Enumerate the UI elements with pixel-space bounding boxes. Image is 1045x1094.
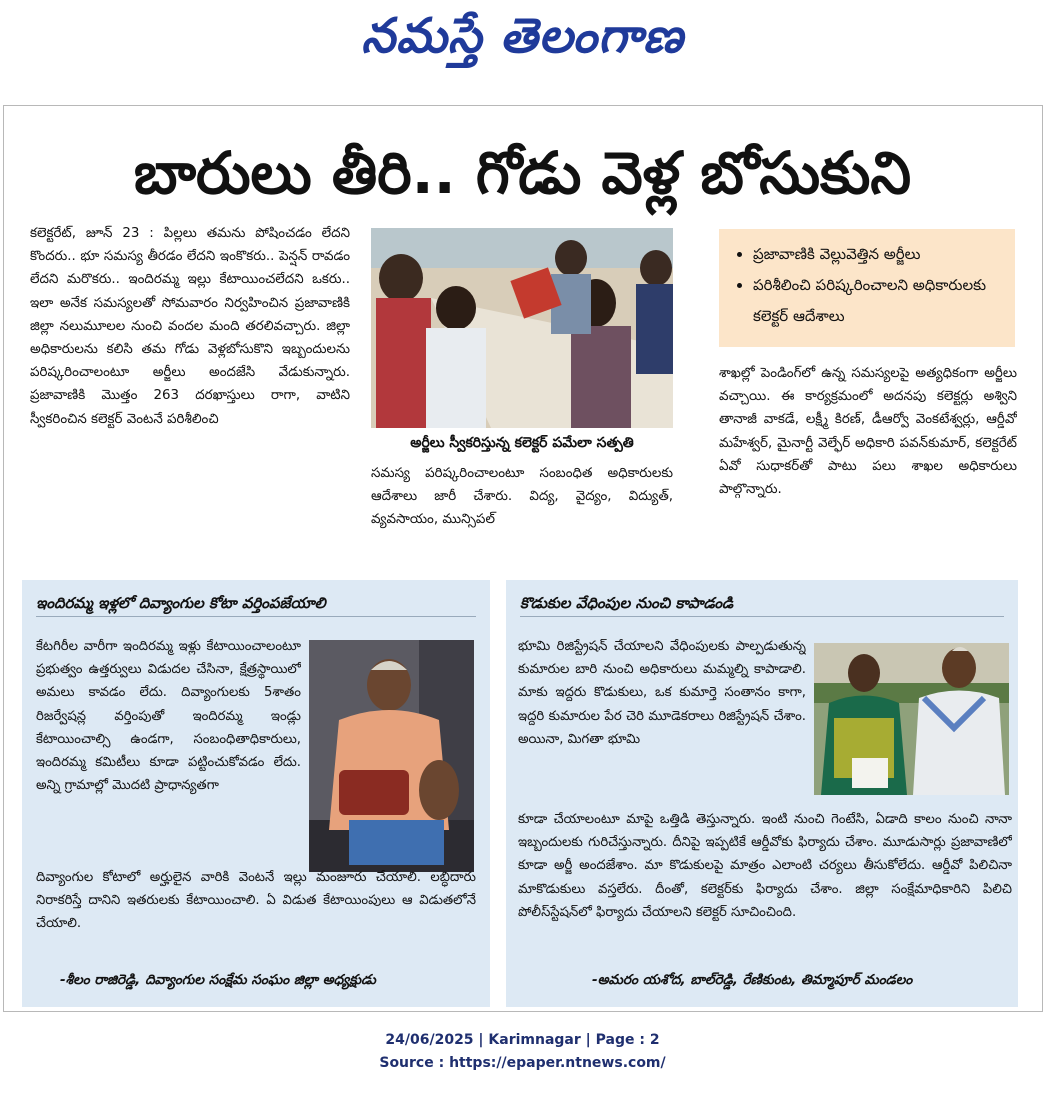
highlight-item: • పరిశీలించి పరిష్కరించాలని అధికారులకు కలెక్టర్ ఆదేశాలు [753, 270, 1005, 332]
box-right-title: కొడుకుల వేధింపుల నుంచి కాపాడండి [520, 594, 734, 612]
box-right-photo [814, 643, 1009, 795]
lead-column-left [30, 222, 350, 552]
box-right-text-full: కూడా చేయాలంటూ మాపై ఒత్తిడి తెస్తున్నారు. ఇంటి నుంచి గెంటేసి, ఏడాది కాలం నుంచి నానా ఇబ్బందులకు గురిచేస్తున్నారు. దీనిపై ఇప్పటికే ఆర్డీవోకు ఫిర్యాదు చేశాం. మూడుసార్లు ప్రజావాణిలో కూడా అర్జీ అందజేశాం. మా కొడుకులపై మాత్రం ఎలాంటి చర్యలు తీసుకోలేదు. ఆర్డీవో పిలిచినా మాకొడుకులు వస్తలేరు. దీంతో, కలెక్టర్‌కు ఫిర్యాదు చేశాం. జిల్లా సంక్షేమాధికారిని పిలిచి పోలీస్‌స్టేషన్‌లో ఫిర్యాదు చేయాలని కలెక్టర్ సూచించింది. [518, 812, 1012, 920]
box-right-signature: -అమరం యశోద, బాల్‌రెడ్డి, రేణికుంట, తిమ్మాపూర్ మండలం [592, 972, 913, 988]
masthead [0, 0, 1045, 80]
headline: బారులు తీరి.. గోడు వెళ్ల బోసుకుని [133, 139, 912, 207]
highlights-box [719, 229, 1015, 347]
divider [520, 616, 1004, 617]
middle-paragraph: సమస్య పరిష్కరించాలంటూ సంబంధిత అధికారులకు ఆదేశాలు జారీ చేశారు. విద్య, వైద్యం, విద్యుత్, వ్యవసాయం, మున్సిపల్ [371, 466, 673, 528]
box-right-text-beside: భూమి రిజిస్ట్రేషన్ చేయాలని వేధింపులకు పాల్పడుతున్న కుమారుల బారి నుంచి అధికారులు మమ్మల్ని కాపాడాలి. మాకు ఇద్దరు కొడుకులు, ఒక కుమార్తె సంతానం కాగా, ఇద్దరి కుమారుల పేర చెరి మూడెకరాలు రిజిస్ట్రేషన్ చేశాం. అయినా, మిగతా భూమి [518, 639, 806, 747]
box-left-title: ఇందిరమ్మ ఇళ్లలో దివ్యాంగుల కోటా వర్తింపజేయాలి [36, 594, 326, 612]
photo-caption: అర్జీలు స్వీకరిస్తున్న కలెక్టర్ పమేలా సత్పతి [410, 435, 634, 451]
right-paragraph: శాఖల్లో పెండింగ్‌లో ఉన్న సమస్యలపై అత్యధికంగా అర్జీలు వచ్చాయి. ఈ కార్యక్రమంలో అదనపు కలెక్టర్లు అశ్విని తానాజీ వాకడే, లక్ష్మీ కిరణ్, డీఆర్వో వెంకటేశ్వర్లు, ఆర్డీవో మహేశ్వర్, మైనార్టీ వెల్ఫేర్ అధికారి పవన్‌కుమార్, కలెక్టరేట్ ఏవో సుధాకర్‌తో పాటు పలు శాఖల అధికారులు పాల్గొన్నారు. [719, 366, 1017, 498]
footer-source-line: Source : https://epaper.ntnews.com/ [379, 1055, 666, 1071]
box-left-photo [309, 640, 474, 872]
lead-paragraph: కలెక్టరేట్, జూన్ 23 : పిల్లలు తమను పోషించడం లేదని కొందరు.. భూ సమస్య తీరడం లేదని ఇంకొకరు.. పెన్షన్ రావడం లేదని మరొకరు.. ఇందిరమ్మ ఇల్లు కేటాయించలేదని ఒకరు.. ఇలా అనేక సమస్యలతో సోమవారం నిర్వహించిన ప్రజావాణికి జిల్లా నలుమూలల నుంచి వందల మంది తరలివచ్చారు. జిల్లా అధికారులను కలిసి తమ గోడు వెళ్లబోసుకొని ఇబ్బందులను పరిష్కరించాలంటూ అర్జీలు అందజేసి వేడుకున్నారు. ప్రజావాణికి మొత్తం 263 దరఖాస్తులు రాగా, వాటిని స్వీకరించిన కలెక్టర్ వెంటనే పరిశీలించి [30, 226, 350, 427]
lead-column-middle [371, 462, 673, 552]
lead-column-right [719, 362, 1017, 552]
highlight-item: • ప్రజావాణికి వెల్లువెత్తిన అర్జీలు [753, 239, 1005, 270]
divider [36, 616, 476, 617]
box-left-text-full: దివ్యాంగుల కోటాలో అర్హులైన వారికి వెంటనే ఇల్లు మంజూరు చేయాలి. లబ్ధిదారు నిరాకరిస్తే దానిని ఇతరులకు కేటాయించాలి. ఏ విడుత కేటాయింపులు ఆ విడుతలోనే చేయాలి. [36, 870, 476, 932]
footer-date-line: 24/06/2025 | Karimnagar | Page : 2 [385, 1032, 660, 1048]
box-left-text-beside: కేటగిరీల వారీగా ఇందిరమ్మ ఇళ్లు కేటాయించాలంటూ ప్రభుత్వం ఉత్తర్వులు విడుదల చేసినా, క్షేత్రస్థాయిలో అమలు కావడం లేదు. దివ్యాంగులకు 5శాతం రిజర్వేషన్ల వర్తింపుతో ఇందిరమ్మ ఇండ్లు కేటాయించాల్సి ఉండగా, సంబంధితాధికారులు, ఇందిరమ్మ కమిటీలు కూడా పట్టించుకోవడం లేదు. అన్ని గ్రామాల్లో మొదటి ప్రాధాన్యతగా [36, 639, 301, 794]
newspaper-logo: నమస్తే తెలంగాణ [361, 8, 684, 64]
box-left-signature: -శీలం రాజిరెడ్డి, దివ్యాంగుల సంక్షేమ సంఘం జిల్లా అధ్యక్షుడు [60, 972, 376, 988]
main-photo [371, 228, 673, 428]
